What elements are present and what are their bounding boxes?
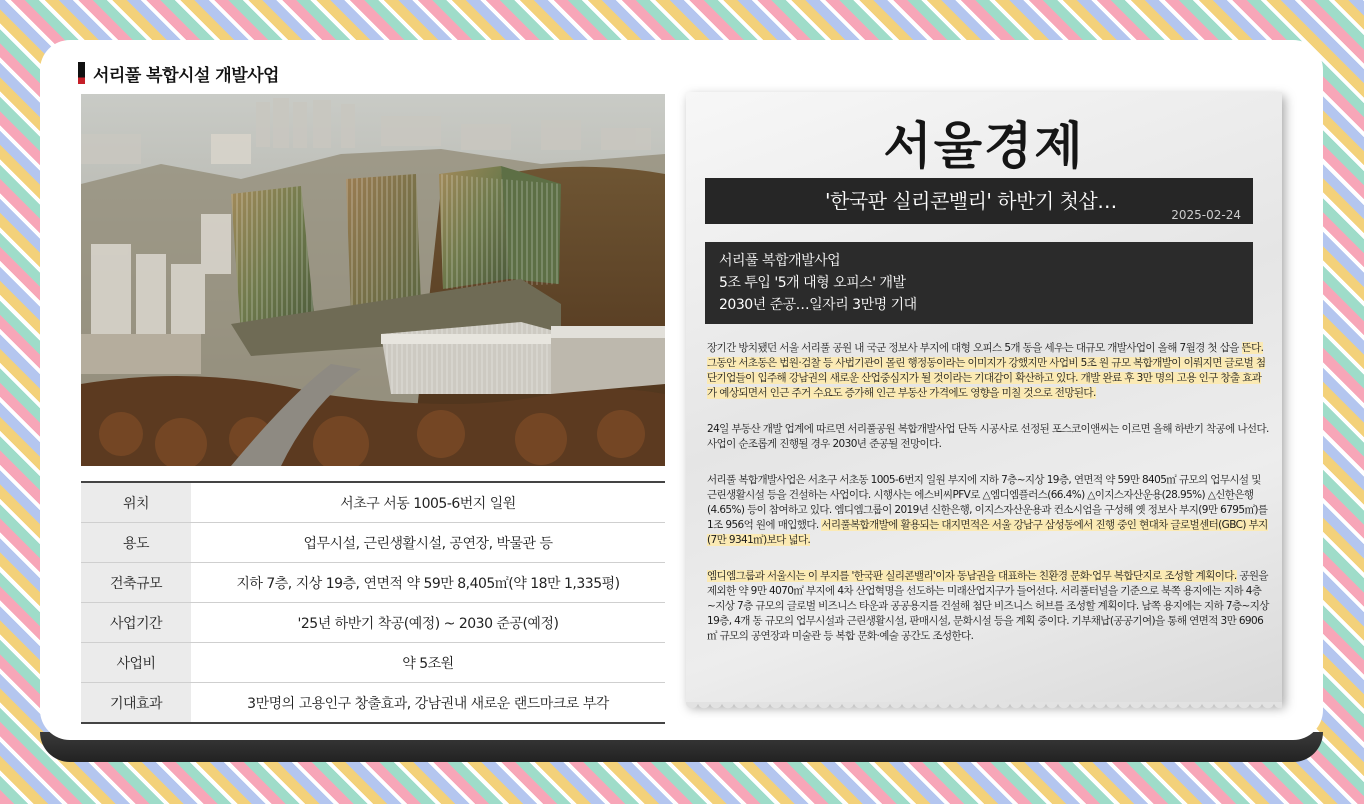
article-paragraph	[707, 341, 1269, 401]
newspaper-masthead: 서울경제	[883, 116, 1085, 175]
highlighted-run: 서리풀복합개발에 활용되는 대지면적은 서울 강남구 삼성동에서 진행 중인 현대차 글로벌센터(GBC) 부지(7만 9341㎡)보다 넓다.	[707, 519, 1268, 546]
headline-bar	[705, 178, 1253, 224]
article-date: 2025-02-24	[1171, 208, 1241, 222]
row-label: 건축규모	[81, 563, 191, 603]
row-label: 사업비	[81, 643, 191, 683]
headline-text: '한국판 실리콘밸리' 하반기 첫삽…	[825, 189, 1117, 213]
row-label: 사업기간	[81, 603, 191, 643]
row-label: 위치	[81, 482, 191, 523]
title-marker	[78, 62, 85, 84]
subhead-line: 서리풀 복합개발사업	[719, 253, 841, 269]
paragraph-run: 서리풀 복합개발사업은 서초구 서초동 1005-6번지 일원 부지에 지하 7층~지상 19층, 연면적 약 59만 8405㎡ 규모의 업무시설 및 근린생활시설 등을 건설하는 사업이다. 시행사는 에스비씨PFV로 △엠디엠플러스(66.4%) △이지스자산운용(28.95%) △신한은행(4.65%) 등이 참여하고 있다. 엠디엠그룹이 2019년 신한은행, 이지스자산운용과 컨소시엄을 구성해 옛 정보사 부지(9만 6795㎡)를 1조 956억 원에 매입했다.	[707, 474, 1268, 531]
article-paragraph	[707, 569, 1269, 644]
row-value: 서초구 서동 1005-6번지 일원	[191, 482, 665, 523]
row-value: '25년 하반기 착공(예정) ~ 2030 준공(예정)	[191, 603, 665, 643]
table-row	[81, 643, 665, 683]
article-paragraph	[707, 422, 1269, 452]
table-row	[81, 603, 665, 643]
subhead-box	[705, 242, 1253, 324]
table-row	[81, 683, 665, 724]
row-value: 3만명의 고용인구 창출효과, 강남권내 새로운 랜드마크로 부각	[191, 683, 665, 724]
paragraph-run: 장기간 방치됐던 서울 서리풀 공원 내 국군 정보사 부지에 대형 오피스 5개 동을 세우는 대규모 개발사업이 올해 7월경 첫 삽을	[707, 342, 1242, 354]
table-row	[81, 563, 665, 603]
table-row	[81, 523, 665, 563]
highlighted-run: 뜬다. 그동안 서초동은 법원·검찰 등 사법기관이 몰린 행정동이라는 이미지가 강했지만 사업비 5조 원 규모 복합개발이 이뤄지면 글로벌 첨단기업들이 입주해 강남권의 새로운 산업중심지가 될 것이라는 기대감이 확산하고 있다. 개발 완료 후 3만 명의 고용 인구 창출 효과가 예상되면서 인근 주거 수요도 증가해 인근 부동산 가격에도 영향을 미칠 것으로 전망된다.	[707, 342, 1266, 399]
paragraph-run: 공원을 제외한 약 9만 4070㎡ 부지에 4차 산업혁명을 선도하는 미래산업지구가 들어선다. 서리풀터널을 기준으로 북쪽 용지에는 지하 4층~지상 7층 규모의 글로벌 비즈니스 타운과 공공용지를 건설해 첨단 비즈니스 허브를 조성할 계획이다. 남쪽 용지에는 지하 7층~지상 19층, 4개 동 규모의 업무시설과 근린생활시설, 판매시설, 문화시설 등을 계획 중이다. 기부채납(공공기여)을 통해 연면적 3만 6906㎡ 규모의 공연장과 미술관 등 복합 문화·예술 공간도 조성한다.	[707, 570, 1269, 642]
row-value: 약 5조원	[191, 643, 665, 683]
section-title-text: 서리풀 복합시설 개발사업	[93, 65, 279, 86]
project-rendering-image	[81, 94, 665, 466]
row-label: 기대효과	[81, 683, 191, 724]
project-info-table	[81, 481, 665, 724]
row-value: 업무시설, 근린생활시설, 공연장, 박물관 등	[191, 523, 665, 563]
row-value: 지하 7층, 지상 19층, 연면적 약 59만 8,405㎡(약 18만 1,335평)	[191, 563, 665, 603]
newspaper-clipping	[686, 92, 1282, 704]
paragraph-run: 24일 부동산 개발 업계에 따르면 서리풀공원 복합개발사업 단독 시공사로 선정된 포스코이앤씨는 이르면 올해 하반기 착공에 나선다. 사업이 순조롭게 진행될 경우 2030년 준공될 전망이다.	[707, 423, 1269, 450]
highlighted-run: 엠디엠그룹과 서울시는 이 부지를 '한국판 실리콘밸리'이자 동남권을 대표하는 친환경 문화·업무 복합단지로 조성할 계획이다.	[707, 570, 1237, 582]
section-title	[78, 60, 279, 86]
rendering-illustration	[81, 94, 665, 466]
article-body	[707, 341, 1269, 665]
row-label: 용도	[81, 523, 191, 563]
article-paragraph	[707, 473, 1269, 548]
subhead-line: 2030년 준공…일자리 3만명 기대	[719, 297, 917, 313]
subhead-line: 5조 투입 '5개 대형 오피스' 개발	[719, 275, 906, 291]
table-row	[81, 482, 665, 523]
